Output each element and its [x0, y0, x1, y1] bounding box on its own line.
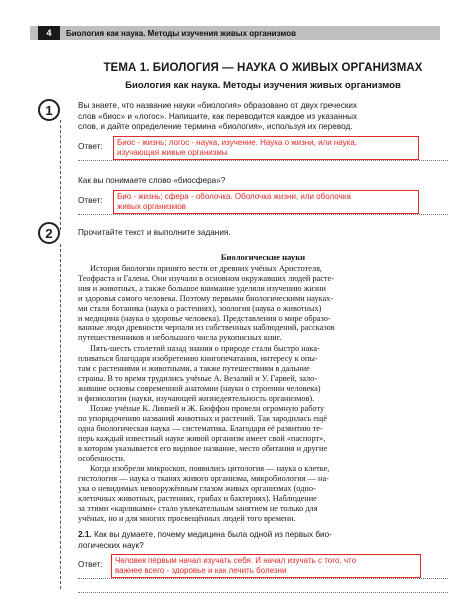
topic-title: ТЕМА 1. БИОЛОГИЯ — НАУКА О ЖИВЫХ ОРГАНИЗМАХ — [103, 62, 423, 74]
text-line: и медицина (наука о здоровье человека). Представления о мире образо- — [78, 313, 331, 323]
task1-line: слов «биос» и «логос». Напишите, как переводится каждое из указанных — [78, 111, 358, 121]
task2-margin-line — [60, 244, 61, 589]
task2-1-question-line: логических наук? — [78, 540, 144, 550]
task2-1-question — [78, 530, 448, 551]
text-line: в котором указывается его видовое название, место обитания и другие — [78, 443, 328, 453]
text-line: одна биологическая наука — систематика. Благодаря её развитию те- — [78, 423, 323, 433]
text-line: Когда изобрели микроскоп, появились цитология — наука о клетке, — [90, 464, 330, 473]
text-line: путешественников и небольшого числа рукописных книг. — [78, 333, 282, 343]
task1-answer-line: изучающая живые организмы — [117, 147, 228, 157]
task1-answer[interactable] — [113, 136, 419, 160]
text-line: ука о невидимых невооружённым глазом живых организмах (одно- — [78, 483, 316, 493]
text-line: по упорядочению названий животных и растений. Так зародилась ещё — [78, 413, 327, 423]
task1-answer2-line: Био - жизнь; сфера - оболочка. Оболочка жизни, или оболочка — [117, 192, 351, 201]
reading-paragraph — [78, 464, 440, 523]
answer-dotted-line — [78, 578, 448, 579]
task2-instruction: Прочитайте текст и выполните задания. — [78, 228, 231, 237]
text-line: гистология — наука о тканях живого организма, микробиология — на- — [78, 473, 329, 483]
text-line: клеточных животных, растениях, грибах и бактериях). Наблюдение — [78, 493, 317, 503]
task1-question2: Как вы понимаете слово «биосфера»? — [78, 176, 226, 185]
text-line: особенности. — [78, 453, 126, 463]
task2-1-question-line: Как вы думаете, почему медицина была одной из первых био- — [93, 530, 332, 539]
answer-dotted-line — [78, 592, 448, 593]
task1-text — [78, 101, 448, 133]
task1-number: 1 — [38, 99, 60, 121]
header-title: Биология как наука. Методы изучения живых организмов — [66, 28, 296, 38]
text-line: Позже учёные К. Линней и Ж. Бюффон провели огромную работу — [90, 404, 325, 413]
task2-number: 2 — [38, 222, 60, 244]
text-line: ванные люди древности черпали из собственных наблюдений, рассказов — [78, 323, 335, 333]
text-line: История биологии принято вести от древних учёных Аристотеля, — [90, 264, 322, 273]
task1-line: Вы знаете, что название науки «биология» образовано от двух греческих — [78, 101, 358, 110]
text-line: ми стали ботаника (наука о растениях), зоология (наука о животных) — [78, 303, 322, 313]
text-line: жившие основы современной анатомии (науки о строении человека) — [78, 383, 321, 393]
task2-1-number: 2.1. — [78, 530, 92, 539]
task1-answer2-line: живых организмов — [117, 201, 186, 211]
text-line: ния и животных, а также большое внимание уделяли изучению жизни — [78, 283, 326, 293]
reading-title: Биологические науки — [220, 252, 306, 262]
task2-1-answer[interactable] — [111, 554, 421, 578]
text-line: страны. В то время трудились учёные А. Везалий и У. Гарвей, зало- — [78, 373, 318, 383]
reading-paragraph — [78, 344, 440, 403]
task1-answer2-label: Ответ: — [78, 196, 103, 205]
text-line: пливаться благодаря изобретению книгопечатания, интересу к опы- — [78, 353, 318, 363]
task1-answer-label: Ответ: — [78, 142, 103, 151]
reading-paragraph — [78, 264, 440, 343]
task1-answer2[interactable] — [113, 190, 419, 214]
text-line: за этими «карликами» стало увлекательным занятием не только для — [78, 503, 318, 513]
topic-subtitle: Биология как наука. Методы изучения живых организмов — [125, 80, 401, 91]
task2-1-answer-line: Человек первым начал изучать себя. И начал изучать с того, что — [115, 556, 357, 565]
text-line: и физиологии (науки, изучающей жизнедеятельность организмов). — [78, 393, 315, 403]
task1-line: слов, и дайте определение термина «биология», используя их перевод. — [78, 122, 353, 131]
task1-margin-line — [60, 120, 61, 230]
text-line: Пять-шесть столетий назад знания о природе стали быстро нака- — [90, 344, 320, 353]
task2-1-answer-label: Ответ: — [78, 560, 103, 569]
text-line: там с растениями и животными, а также путешествиям в дальние — [78, 363, 310, 373]
task1-answer-line: Биос - жизнь; логос - наука, изучение. Наука о жизни, или наука, — [117, 138, 358, 147]
answer-dotted-line — [78, 214, 448, 215]
page-header — [30, 26, 440, 40]
page-number: 4 — [38, 26, 60, 40]
task2-1-answer-line: важнее всего - здоровье и как лечить болезни — [115, 565, 287, 575]
reading-paragraph — [78, 404, 440, 463]
text-line: учёных, но и для многих просвещённых людей того времени. — [78, 513, 296, 523]
answer-dotted-line — [78, 160, 448, 161]
text-line: и здоровья самого человека. Поэтому первыми биологическими науках- — [78, 293, 334, 303]
text-line: Теофраста и Галена. Они изучали в основном окружавших людей расте- — [78, 273, 334, 283]
text-line: перь каждый известный науке живой организм имеет свой «паспорт», — [78, 433, 326, 443]
